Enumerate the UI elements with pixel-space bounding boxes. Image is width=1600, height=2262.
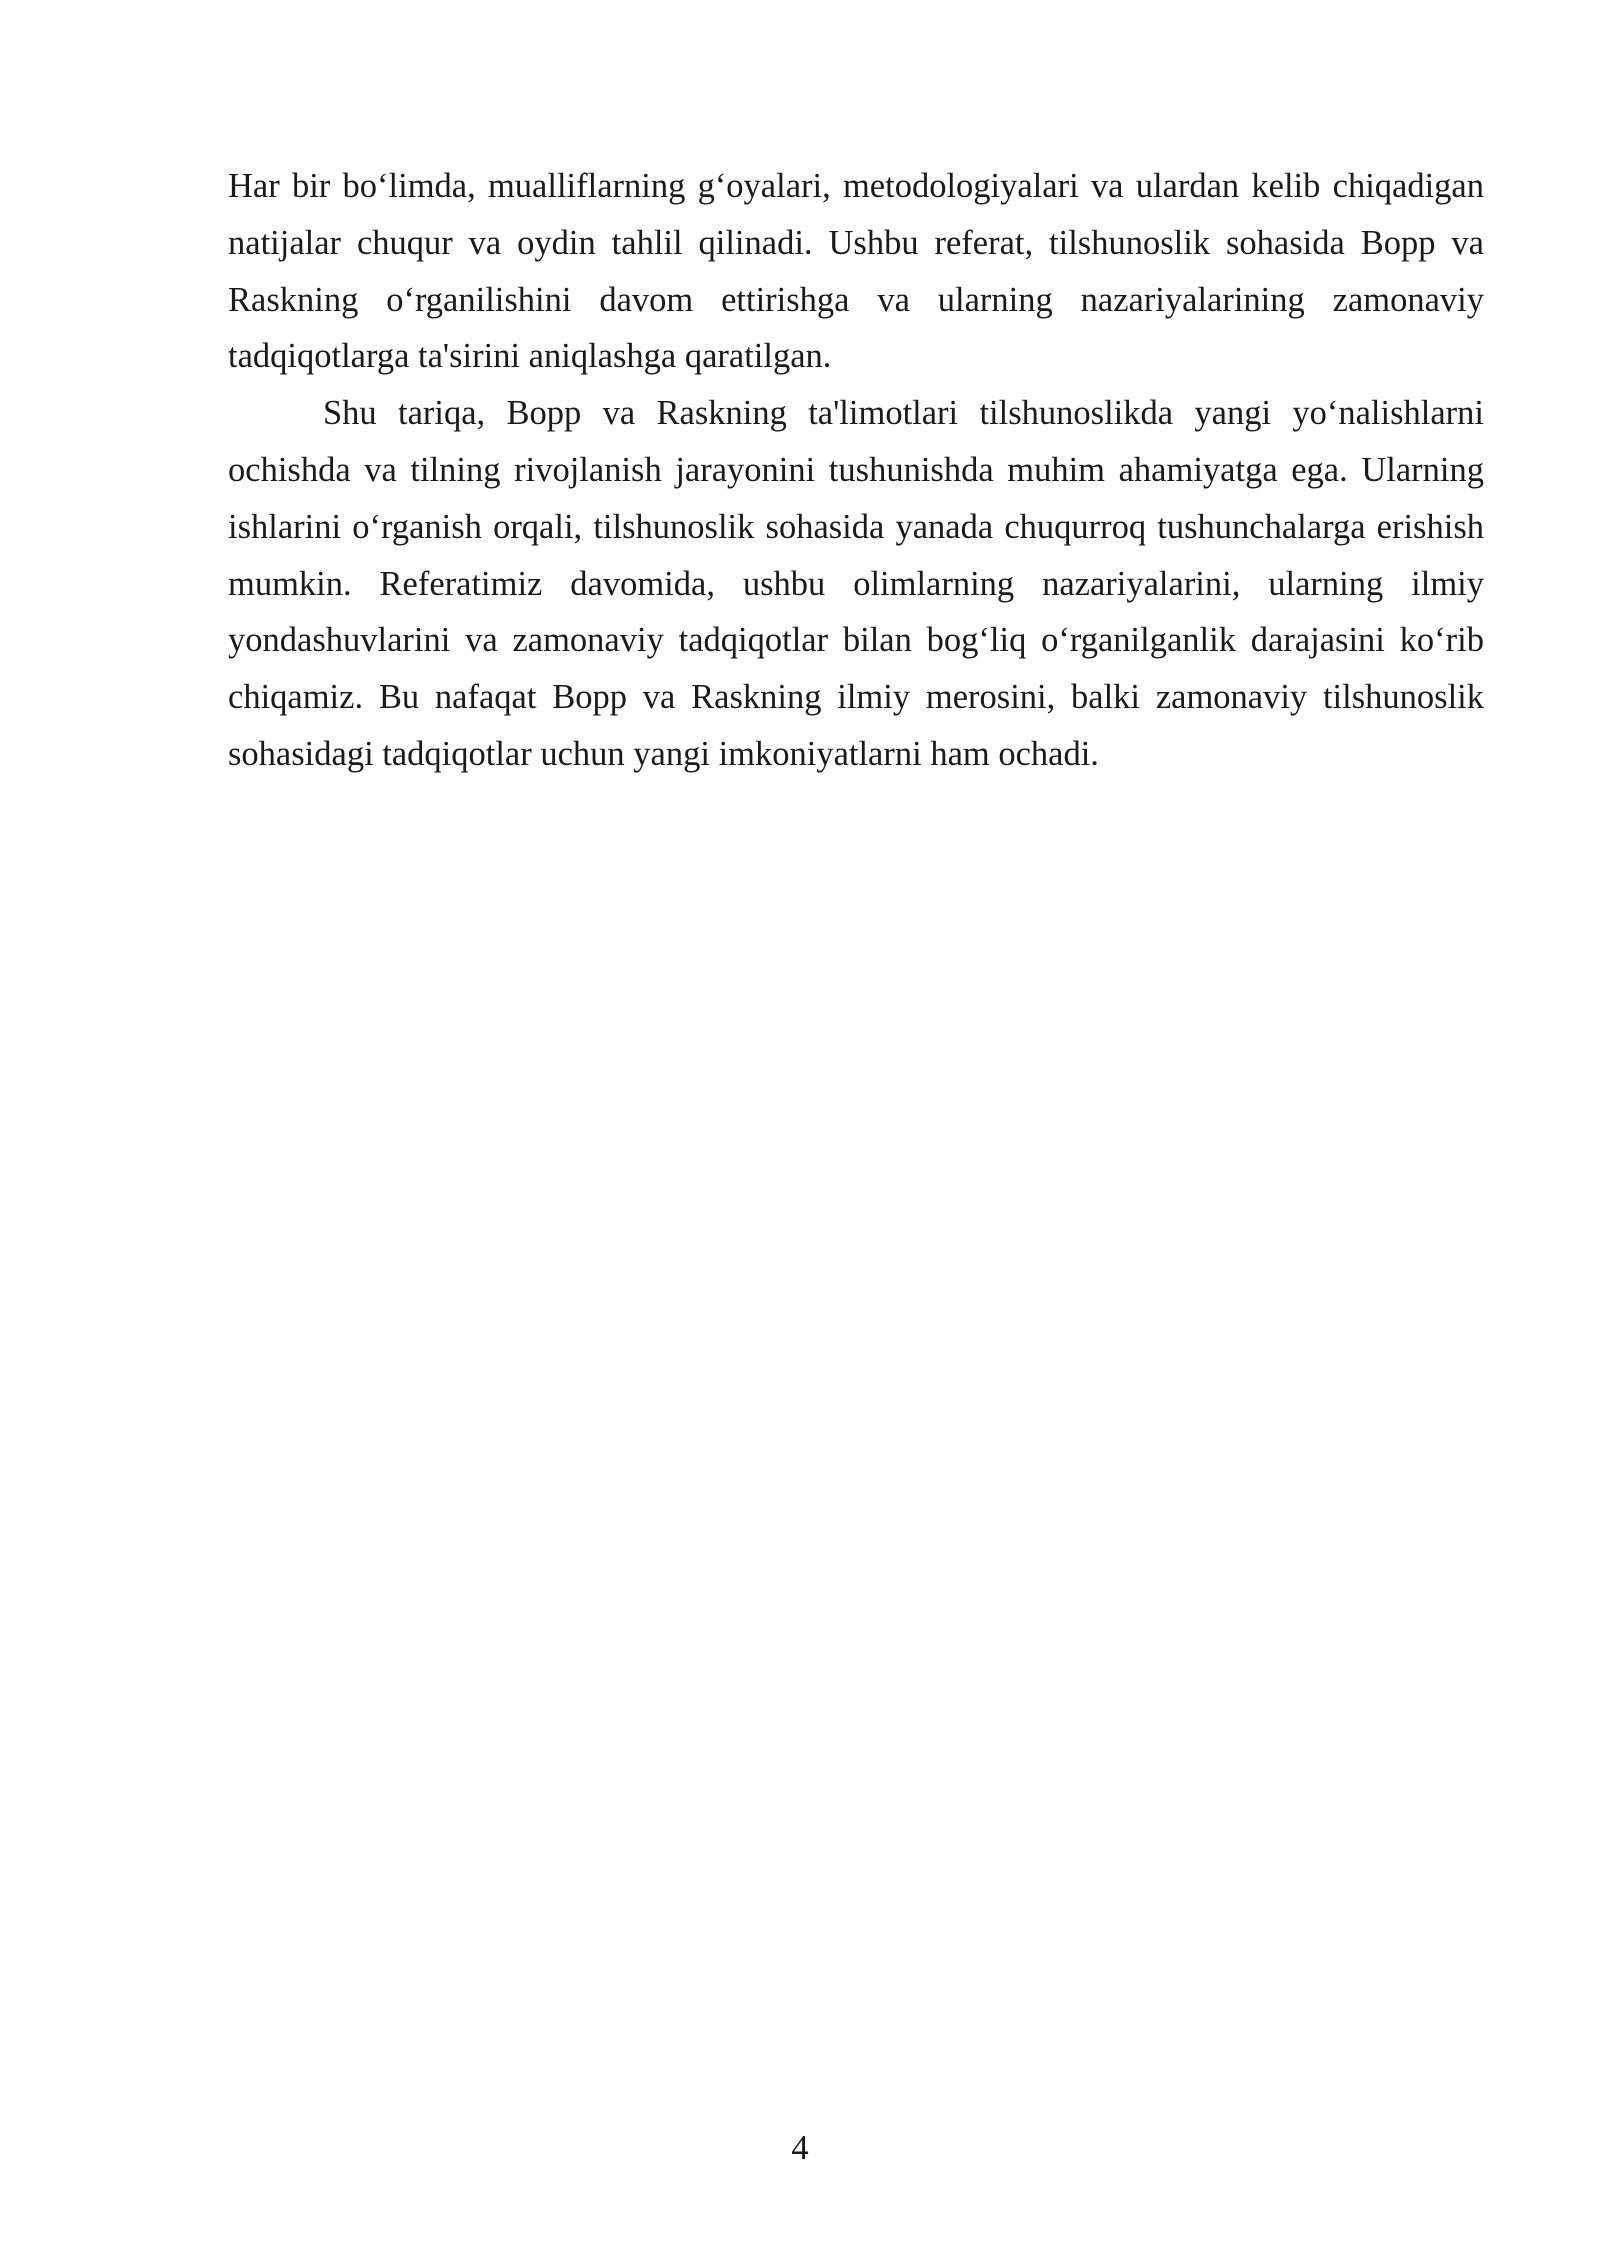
- body-text: [228, 158, 1484, 783]
- paragraph-1: Har bir bo‘limda, mualliflarning g‘oyalari, metodologiyalari va ulardan kelib chiqadigan natijalar chuqur va oydin tahlil qilinadi. Ushbu referat, tilshunoslik sohasida Bopp va Raskning o‘rganilishini davom ettirishga va ularning nazariyalarining zamonaviy tadqiqotlarga ta'sirini aniqlashga qaratilgan.: [228, 167, 1484, 376]
- page-number: 4: [791, 2129, 809, 2167]
- paragraph-2: Shu tariqa, Bopp va Raskning ta'limotlari tilshunoslikda yangi yo‘nalishlarni ochishda va tilning rivojlanish jarayonini tushunishda muhim ahamiyatga ega. Ularning ishlarini o‘rganish orqali, tilshunoslik sohasida yanada chuqurroq tushunchalarga erishish mumkin. Referatimiz davomida, ushbu olimlarning nazariyalarini, ularning ilmiy yondashuvlarini va zamonaviy tadqiqotlar bilan bog‘liq o‘rganilganlik darajasini ko‘rib chiqamiz. Bu nafaqat Bopp va Raskning ilmiy merosini, balki zamonaviy tilshunoslik sohasidagi tadqiqotlar uchun yangi imkoniyatlarni ham ochadi.: [228, 394, 1484, 773]
